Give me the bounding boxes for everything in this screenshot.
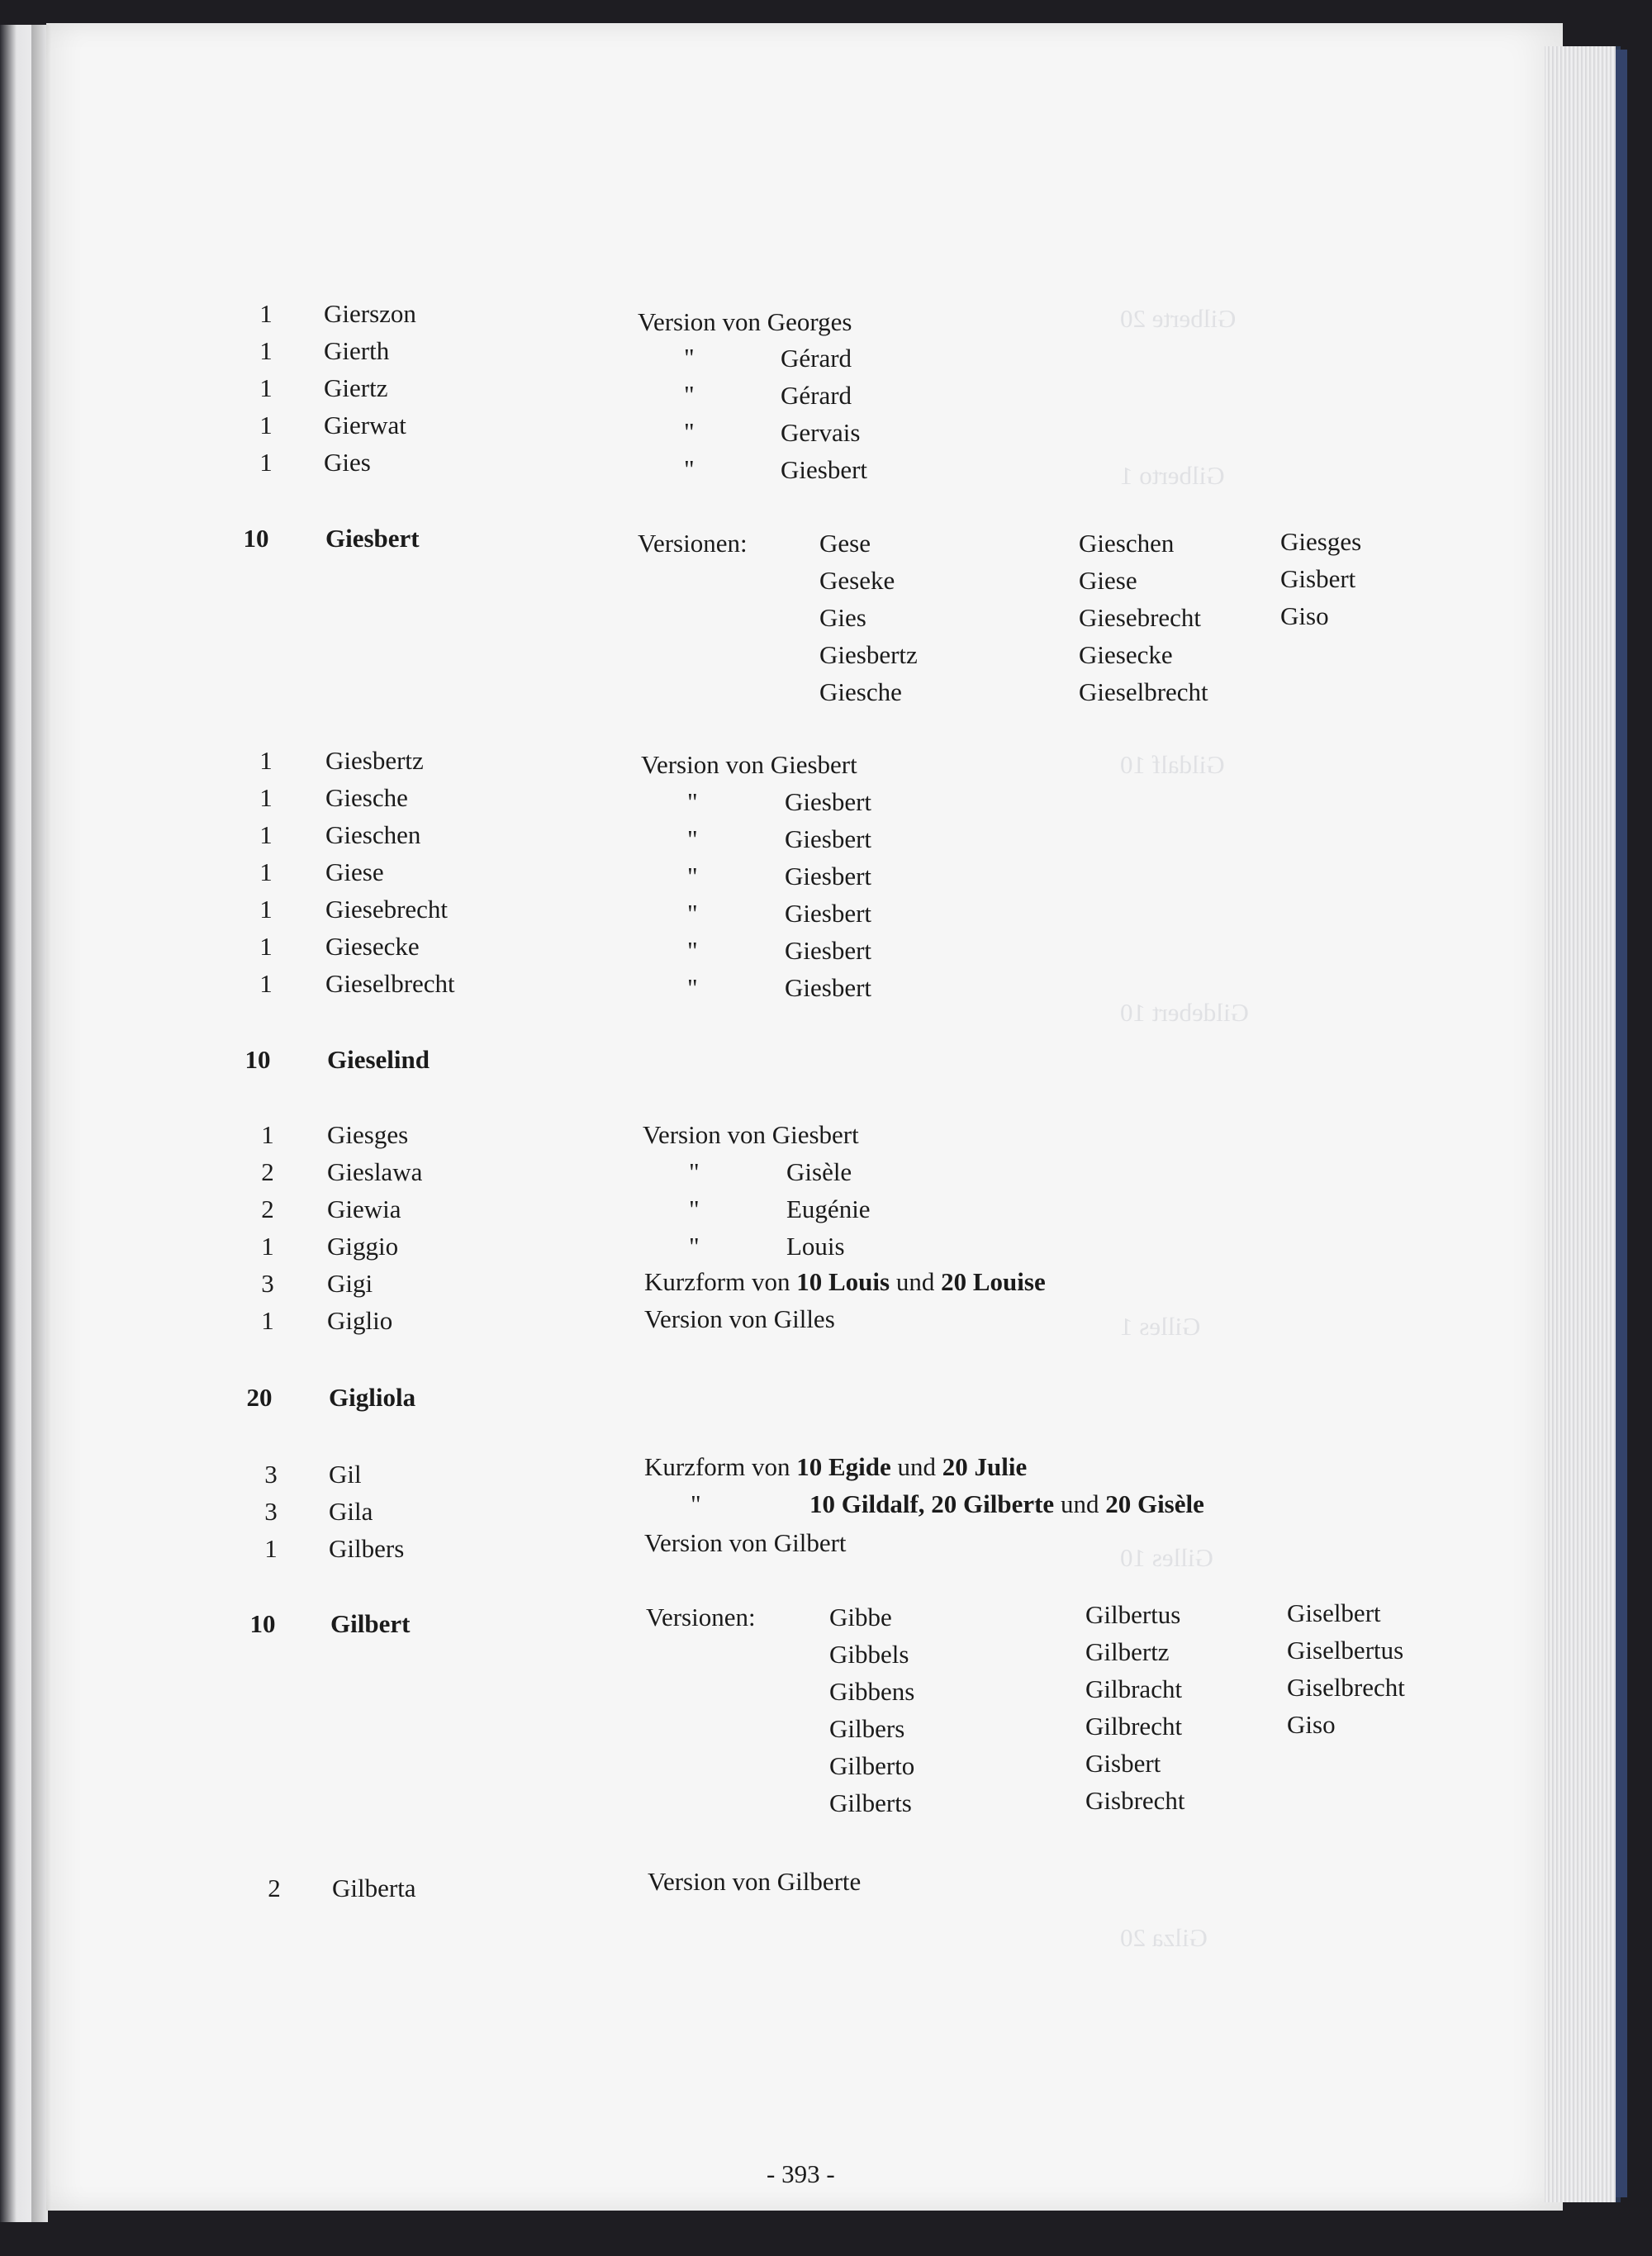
entry-number: 2 bbox=[261, 1157, 274, 1186]
entry-name: Giesbert bbox=[325, 524, 420, 553]
entry-description: Giesbert bbox=[785, 824, 872, 853]
entry-description: Giesbert bbox=[781, 455, 868, 484]
version-item: Giesche bbox=[819, 677, 902, 706]
entry-number: 1 bbox=[259, 969, 273, 998]
show-through-text: Gilles 10 bbox=[1120, 1543, 1213, 1572]
entry-number: 1 bbox=[259, 857, 273, 886]
version-item: Gibbels bbox=[829, 1640, 909, 1669]
show-through-text: Gilberte 20 bbox=[1120, 304, 1237, 333]
ditto-mark: " bbox=[689, 1232, 700, 1261]
entry-name: Gieselbrecht bbox=[325, 969, 455, 998]
entry-number: 2 bbox=[268, 1874, 281, 1902]
page-number: - 393 - bbox=[767, 2159, 835, 2188]
version-item: Gibbens bbox=[829, 1677, 915, 1706]
ditto-mark: " bbox=[687, 787, 698, 816]
version-item: Gibbe bbox=[829, 1603, 892, 1631]
version-item: Giso bbox=[1280, 601, 1329, 630]
entry-name: Giesebrecht bbox=[325, 895, 449, 924]
entry-number: 10 bbox=[243, 524, 269, 553]
show-through-text: Gilberto 1 bbox=[1120, 461, 1225, 490]
entry-number: 3 bbox=[261, 1269, 274, 1298]
entry-number: 1 bbox=[264, 1534, 278, 1563]
entry-name: Gigi bbox=[327, 1269, 373, 1298]
ditto-mark: " bbox=[684, 380, 695, 409]
entry-number: 10 bbox=[244, 1045, 271, 1074]
show-through-text: Gilles 1 bbox=[1120, 1312, 1201, 1341]
entry-name: Gigliola bbox=[329, 1383, 416, 1412]
entry-name: Gies bbox=[324, 448, 371, 477]
entry-number: 1 bbox=[259, 895, 273, 924]
entry-description: Giesbert bbox=[785, 787, 872, 816]
versions-label: Versionen: bbox=[638, 529, 748, 558]
entry-name: Gierszon bbox=[324, 299, 416, 328]
version-item: Gilbertz bbox=[1085, 1637, 1170, 1666]
entry-description: Kurzform von 10 Egide und 20 Julie bbox=[644, 1452, 1028, 1481]
version-item: Gilbertus bbox=[1085, 1600, 1181, 1629]
entry-name: Gierth bbox=[324, 336, 390, 365]
entry-name: Gil bbox=[329, 1460, 362, 1489]
entry-number: 3 bbox=[264, 1460, 278, 1489]
entry-description: 10 Gildalf, 20 Gilberte und 20 Gisèle bbox=[809, 1489, 1204, 1518]
entry-name: Giesbertz bbox=[325, 746, 424, 775]
entry-number: 1 bbox=[259, 336, 273, 365]
entry-number: 10 bbox=[249, 1609, 276, 1638]
entry-name: Giese bbox=[325, 857, 384, 886]
entry-number: 1 bbox=[259, 448, 273, 477]
show-through-text: Gilza 20 bbox=[1120, 1923, 1208, 1952]
entry-name: Gieschen bbox=[325, 820, 421, 849]
entry-name: Giggio bbox=[327, 1232, 399, 1261]
version-item: Giesebrecht bbox=[1079, 603, 1202, 632]
entry-number: 1 bbox=[261, 1306, 274, 1335]
entry-description: Version von Giesbert bbox=[643, 1120, 859, 1149]
version-item: Giselbrecht bbox=[1287, 1673, 1405, 1702]
version-item: Gisbrecht bbox=[1085, 1786, 1185, 1815]
version-item: Giese bbox=[1079, 566, 1137, 595]
version-item: Gieselbrecht bbox=[1079, 677, 1208, 706]
entry-number: 20 bbox=[246, 1383, 273, 1412]
ditto-mark: " bbox=[684, 343, 695, 372]
entry-description: Giesbert bbox=[785, 899, 872, 928]
ditto-mark: " bbox=[689, 1194, 700, 1223]
version-item: Gilberts bbox=[829, 1788, 912, 1817]
ditto-mark: " bbox=[687, 824, 698, 853]
entry-name: Giesche bbox=[325, 783, 408, 812]
ditto-mark: " bbox=[691, 1489, 701, 1518]
ditto-mark: " bbox=[684, 417, 695, 446]
ditto-mark: " bbox=[687, 936, 698, 965]
entry-description: Eugénie bbox=[786, 1194, 871, 1223]
version-item: Gilberto bbox=[829, 1751, 915, 1780]
entry-description: Gervais bbox=[781, 418, 861, 447]
entry-description: Gisèle bbox=[786, 1157, 852, 1186]
entry-number: 1 bbox=[261, 1232, 274, 1261]
version-item: Gieschen bbox=[1079, 529, 1175, 558]
entry-name: Gilberta bbox=[332, 1874, 416, 1902]
entry-name: Giesges bbox=[327, 1120, 409, 1149]
version-item: Giesbertz bbox=[819, 640, 918, 669]
version-item: Giesges bbox=[1280, 527, 1362, 556]
version-item: Gese bbox=[819, 529, 871, 558]
entry-description: Version von Gilberte bbox=[648, 1867, 862, 1896]
versions-label: Versionen: bbox=[646, 1603, 756, 1631]
entry-name: Gilbers bbox=[329, 1534, 405, 1563]
entry-name: Gierwat bbox=[324, 411, 406, 439]
entry-number: 1 bbox=[259, 932, 273, 961]
ditto-mark: " bbox=[687, 899, 698, 928]
entry-number: 1 bbox=[259, 746, 273, 775]
entry-number: 3 bbox=[264, 1497, 278, 1526]
entry-description: Giesbert bbox=[785, 862, 872, 891]
version-item: Gilbracht bbox=[1085, 1674, 1183, 1703]
version-item: Gilbers bbox=[829, 1714, 905, 1743]
ditto-mark: " bbox=[689, 1157, 700, 1186]
version-item: Gilbrecht bbox=[1085, 1712, 1183, 1741]
entry-name: Giesecke bbox=[325, 932, 420, 961]
version-item: Gisbert bbox=[1085, 1749, 1161, 1778]
entry-description: Gérard bbox=[781, 344, 852, 373]
entry-description: Giesbert bbox=[785, 936, 872, 965]
entry-name: Gila bbox=[329, 1497, 373, 1526]
entry-description: Version von Giesbert bbox=[641, 750, 857, 779]
show-through-text: Gildebert 10 bbox=[1120, 998, 1249, 1027]
version-item: Giso bbox=[1287, 1710, 1336, 1739]
entry-description: Louis bbox=[786, 1232, 845, 1261]
entry-name: Giewia bbox=[327, 1194, 401, 1223]
entry-number: 1 bbox=[259, 783, 273, 812]
ditto-mark: " bbox=[687, 862, 698, 891]
entry-number: 1 bbox=[261, 1120, 274, 1149]
version-item: Giesecke bbox=[1079, 640, 1173, 669]
version-item: Giselbert bbox=[1287, 1598, 1381, 1627]
entry-number: 1 bbox=[259, 411, 273, 439]
version-item: Gies bbox=[819, 603, 866, 632]
entry-description: Version von Gilles bbox=[644, 1304, 835, 1333]
entry-name: Giglio bbox=[327, 1306, 393, 1335]
version-item: Gisbert bbox=[1280, 564, 1356, 593]
entry-number: 2 bbox=[261, 1194, 274, 1223]
entry-description: Gérard bbox=[781, 381, 852, 410]
version-item: Geseke bbox=[819, 566, 895, 595]
entry-name: Gieselind bbox=[327, 1045, 430, 1074]
entry-name: Gieslawa bbox=[327, 1157, 423, 1186]
entry-description: Kurzform von 10 Louis und 20 Louise bbox=[644, 1267, 1046, 1296]
entry-number: 1 bbox=[259, 299, 273, 328]
entry-description: Version von Gilbert bbox=[644, 1528, 847, 1557]
entry-number: 1 bbox=[259, 373, 273, 402]
entry-number: 1 bbox=[259, 820, 273, 849]
ditto-mark: " bbox=[684, 454, 695, 483]
entry-name: Giertz bbox=[324, 373, 388, 402]
show-through-text: Gildalf 10 bbox=[1120, 750, 1225, 779]
ditto-mark: " bbox=[687, 973, 698, 1002]
entry-name: Gilbert bbox=[330, 1609, 411, 1638]
entry-description: Giesbert bbox=[785, 973, 872, 1002]
version-item: Giselbertus bbox=[1287, 1636, 1404, 1665]
entry-description: Version von Georges bbox=[638, 307, 852, 336]
